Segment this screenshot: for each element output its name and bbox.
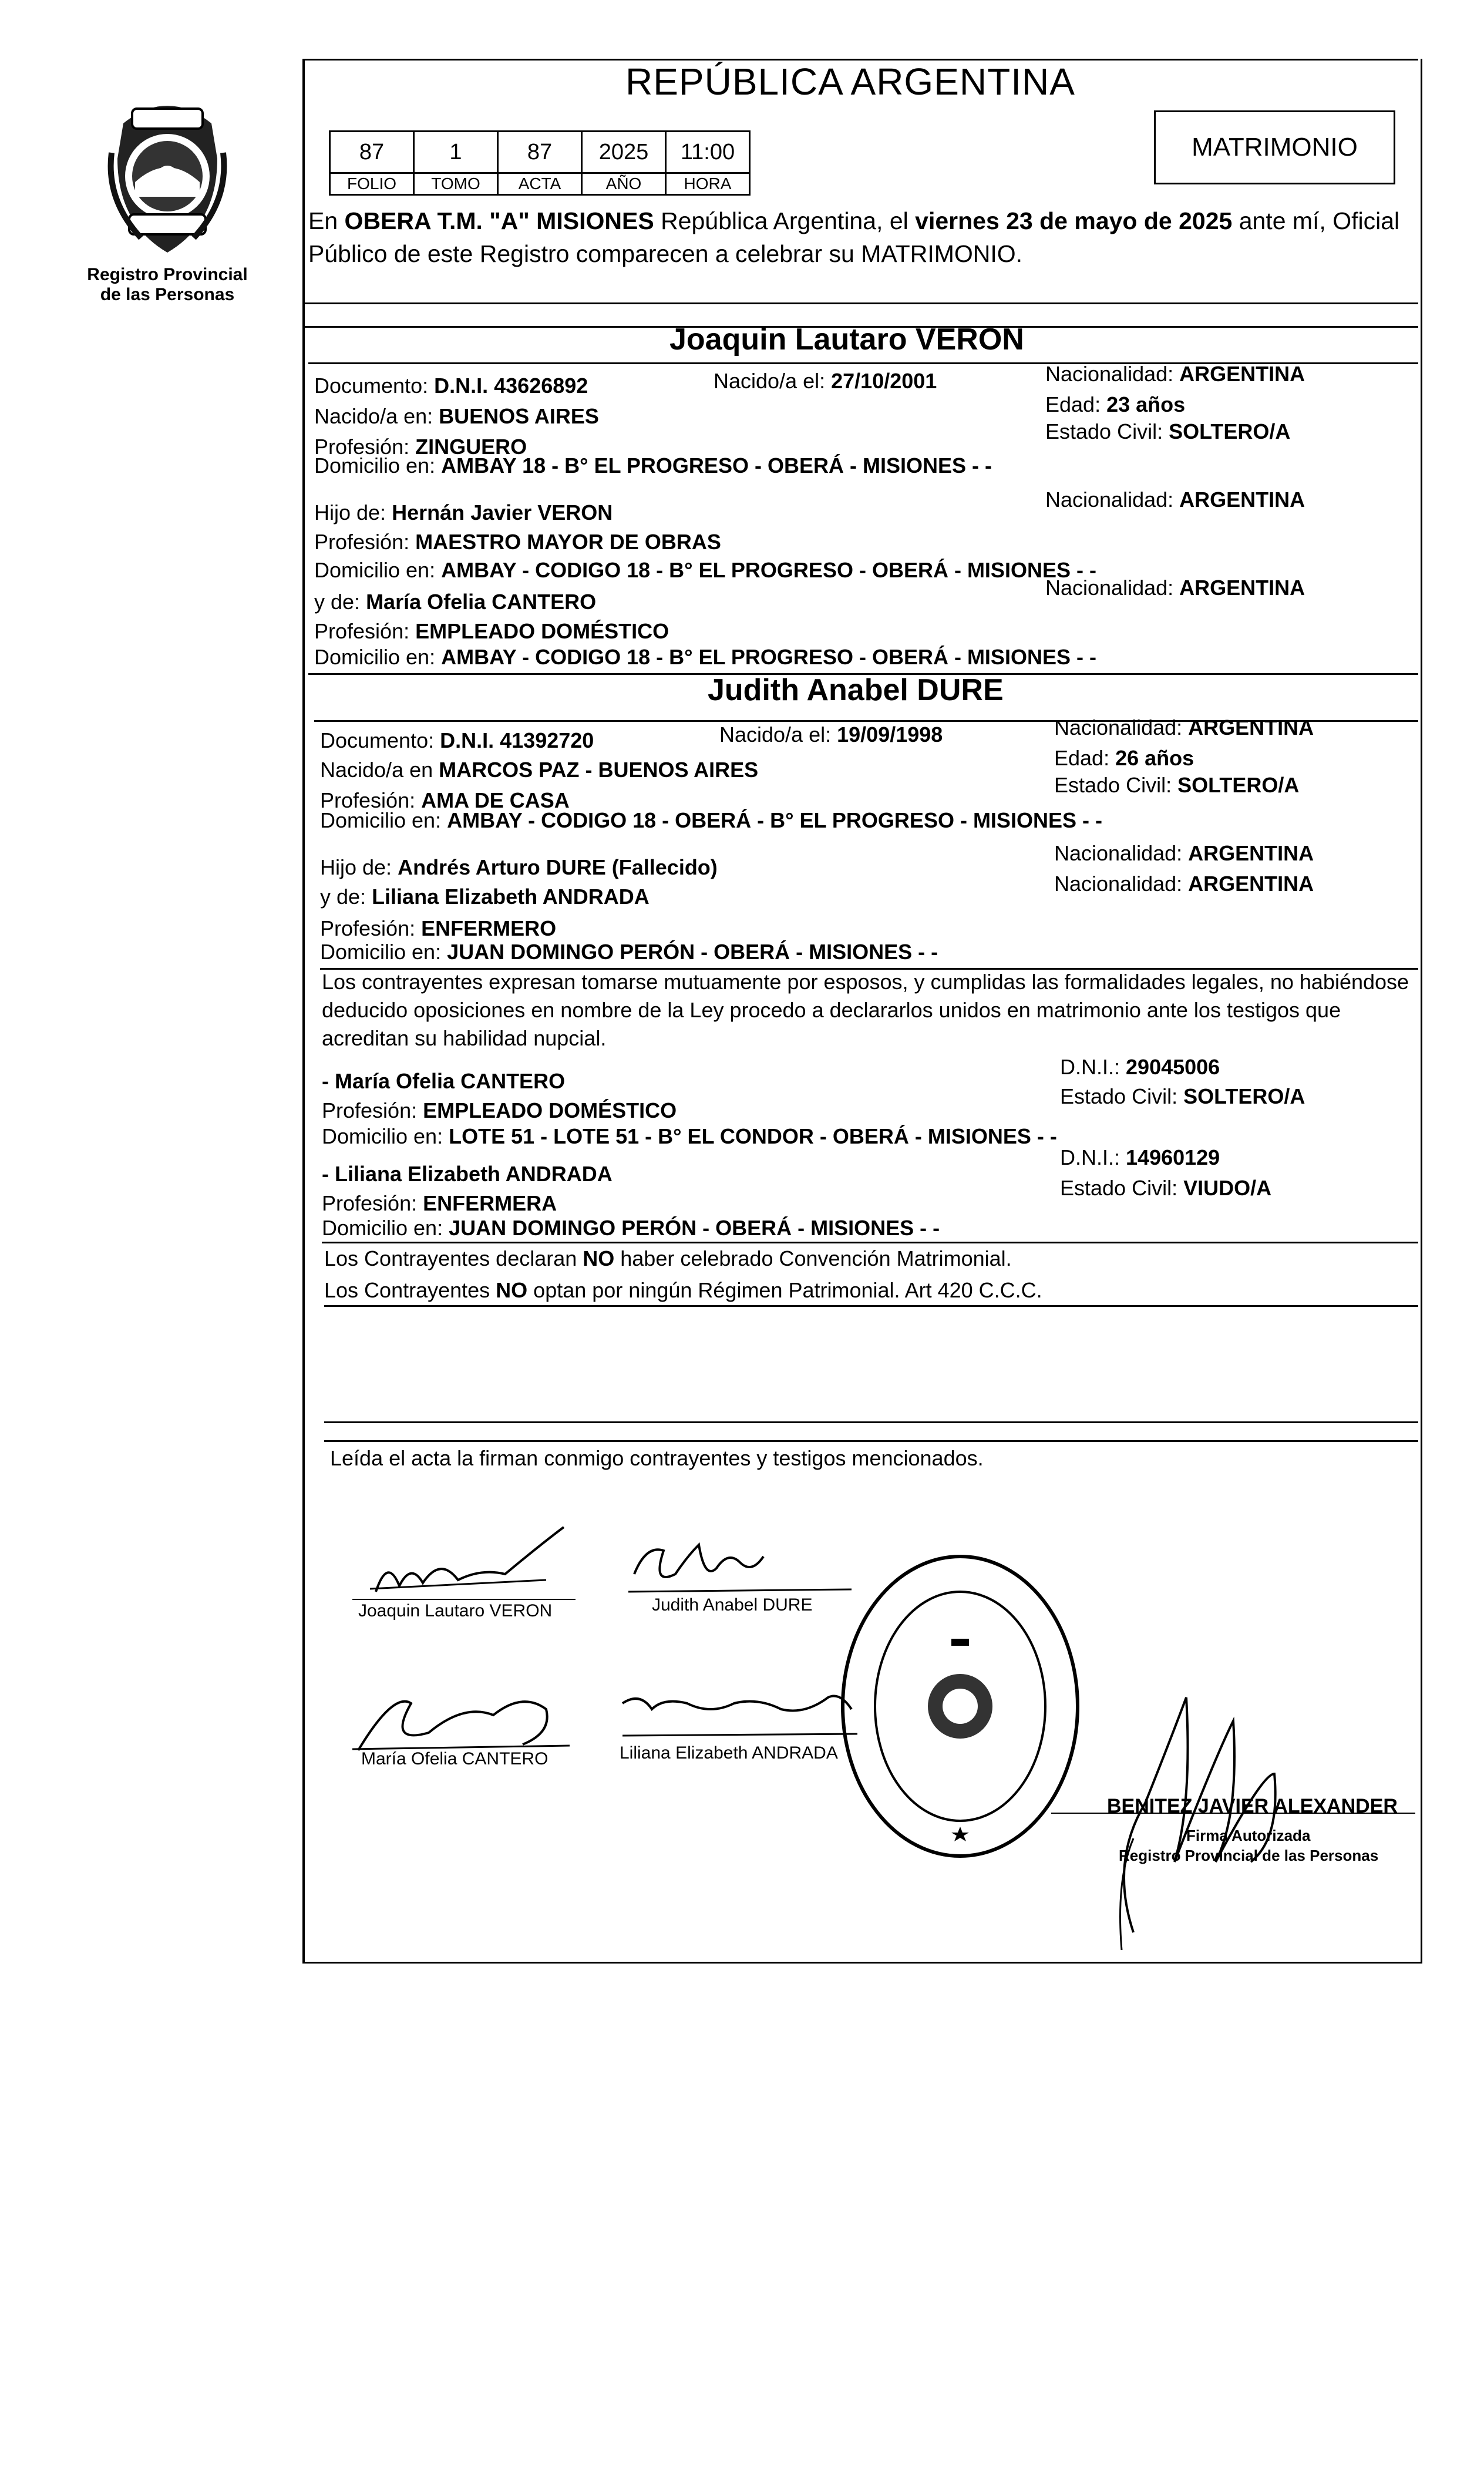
spouse2-name: Judith Anabel DURE — [708, 673, 1004, 707]
acta-value: 87 — [498, 132, 582, 173]
record-type-box: MATRIMONIO — [1154, 110, 1395, 184]
signature-maria-icon — [346, 1680, 576, 1756]
witness2-profession: Profesión: ENFERMERA — [322, 1191, 557, 1215]
closing-text: Leída el acta la firman conmigo contrayentes y testigos mencionados. — [330, 1446, 984, 1470]
spouse2-nationality: Nacionalidad: ARGENTINA — [1054, 715, 1314, 739]
spouse1-address: Domicilio en: AMBAY 18 - B° EL PROGRESO - OBERÁ - MISIONES - - — [314, 453, 992, 478]
convention-line-1: Los Contrayentes declaran NO haber celebrado Convención Matrimonial. — [324, 1246, 1012, 1270]
spouse1-civil-status: Estado Civil: SOLTERO/A — [1045, 419, 1291, 443]
officer-role: Firma Autorizada — [1186, 1827, 1311, 1844]
spouse1-profession: Profesión: ZINGUERO — [314, 435, 527, 459]
tomo-value: 1 — [414, 132, 498, 173]
spouse2-document: Documento: D.N.I. 41392720 — [320, 728, 594, 752]
signature-judith-icon — [622, 1533, 857, 1598]
signature-joaquin-icon — [352, 1521, 576, 1609]
witness1-address: Domicilio en: LOTE 51 - LOTE 51 - B° EL CONDOR - OBERÁ - MISIONES - - — [322, 1124, 1057, 1148]
spouse2-mother-address: Domicilio en: JUAN DOMINGO PERÓN - OBERÁ - MISIONES - - — [320, 940, 938, 964]
spouse1-document: Documento: D.N.I. 43626892 — [314, 374, 588, 398]
spouse2-mother-nationality: Nacionalidad: ARGENTINA — [1054, 872, 1314, 896]
spouse2-profession: Profesión: AMA DE CASA — [320, 788, 570, 812]
registry-data-table — [329, 130, 751, 196]
spouse2-birthdate: Nacido/a el: 19/09/1998 — [719, 722, 943, 747]
intro-place: OBERA T.M. "A" MISIONES — [344, 207, 654, 234]
official-seal-icon — [837, 1551, 1083, 1862]
folio-value: 87 — [330, 132, 414, 173]
spouse2-civil-status: Estado Civil: SOLTERO/A — [1054, 773, 1300, 797]
witness1-dni: D.N.I.: 29045006 — [1060, 1055, 1220, 1079]
divider — [322, 1242, 1418, 1243]
spouse1-father-nationality: Nacionalidad: ARGENTINA — [1045, 488, 1305, 512]
coat-of-arms-icon — [100, 88, 235, 258]
witness2-address: Domicilio en: JUAN DOMINGO PERÓN - OBERÁ - MISIONES - - — [322, 1216, 940, 1240]
spouse1-father-profession: Profesión: MAESTRO MAYOR DE OBRAS — [314, 530, 721, 554]
witness1-name: - María Ofelia CANTERO — [322, 1069, 566, 1093]
spouse2-address: Domicilio en: AMBAY - CODIGO 18 - OBERÁ - B° EL PROGRESO - MISIONES - - — [320, 808, 1102, 832]
witness1-profession: Profesión: EMPLEADO DOMÉSTICO — [322, 1098, 677, 1122]
tomo-label: TOMO — [414, 173, 498, 195]
officer-name: BENITEZ JAVIER ALEXANDER — [1107, 1795, 1398, 1817]
spouse2-birthplace: Nacido/a en MARCOS PAZ - BUENOS AIRES — [320, 758, 759, 782]
divider — [302, 302, 1418, 304]
spouse1-birthplace: Nacido/a en: BUENOS AIRES — [314, 404, 599, 428]
spouse2-father-nationality: Nacionalidad: ARGENTINA — [1054, 841, 1314, 865]
registry-emblem — [70, 88, 264, 305]
spouse2-mother: y de: Liliana Elizabeth ANDRADA — [320, 885, 650, 909]
convention-line-2: Los Contrayentes NO optan por ningún Régimen Patrimonial. Art 420 C.C.C. — [324, 1278, 1042, 1302]
hora-label: HORA — [666, 173, 750, 195]
witness1-civil-status: Estado Civil: SOLTERO/A — [1060, 1084, 1305, 1108]
spouse1-mother-profession: Profesión: EMPLEADO DOMÉSTICO — [314, 619, 669, 643]
witness2-civil-status: Estado Civil: VIUDO/A — [1060, 1176, 1272, 1200]
intro-date: viernes 23 de mayo de 2025 — [915, 207, 1233, 234]
officer-signature-icon — [1098, 1686, 1345, 1956]
hora-value: 11:00 — [666, 132, 750, 173]
officer-org: Registro Provincial de las Personas — [1119, 1847, 1379, 1864]
spouse1-mother-nationality: Nacionalidad: ARGENTINA — [1045, 576, 1305, 600]
declaration-text: Los contrayentes expresan tomarse mutuamente por esposos, y cumplidas las formalidades legales, no habiéndose deducido oposiciones en nombre de la Ley procedo a declararlos unidos en matrimonio ante los testigos que acreditan su habilidad nupcial. — [322, 970, 1409, 1050]
spouse1-name: Joaquin Lautaro VERON — [669, 322, 1024, 357]
anio-label: AÑO — [582, 173, 666, 195]
divider — [324, 1305, 1418, 1307]
spouse1-father: Hijo de: Hernán Javier VERON — [314, 500, 613, 525]
intro-paragraph: En OBERA T.M. "A" MISIONES República Argentina, el viernes 23 de mayo de 2025 ante mí, Oficial Público de este Registro comparecen a celebrar su MATRIMONIO. — [308, 207, 1400, 267]
witness2-name: - Liliana Elizabeth ANDRADA — [322, 1162, 613, 1186]
spouse2-mother-profession: Profesión: ENFERMERO — [320, 916, 557, 940]
spouse2-age: Edad: 26 años — [1054, 746, 1194, 770]
spouse2-father: Hijo de: Andrés Arturo DURE (Fallecido) — [320, 855, 718, 879]
signature-liliana-icon — [617, 1680, 863, 1744]
spouse1-birthdate: Nacido/a el: 27/10/2001 — [714, 369, 937, 393]
spouse1-father-address: Domicilio en: AMBAY - CODIGO 18 - B° EL PROGRESO - OBERÁ - MISIONES - - — [314, 558, 1096, 582]
anio-value: 2025 — [582, 132, 666, 173]
spouse1-mother-address: Domicilio en: AMBAY - CODIGO 18 - B° EL PROGRESO - OBERÁ - MISIONES - - — [314, 645, 1096, 669]
signature-label-1: Joaquin Lautaro VERON — [358, 1601, 553, 1621]
signature-label-4: Liliana Elizabeth ANDRADA — [620, 1743, 838, 1763]
divider — [324, 1421, 1418, 1423]
acta-label: ACTA — [498, 173, 582, 195]
signature-label-2: Judith Anabel DURE — [652, 1595, 813, 1615]
signature-line — [352, 1599, 576, 1600]
signature-label-3: María Ofelia CANTERO — [361, 1749, 548, 1769]
spouse1-age: Edad: 23 años — [1045, 392, 1186, 416]
folio-label: FOLIO — [330, 173, 414, 195]
divider — [324, 1440, 1418, 1442]
spouse1-mother: y de: María Ofelia CANTERO — [314, 590, 597, 614]
emblem-caption: Registro Provincial de las Personas — [87, 265, 248, 304]
witness2-dni: D.N.I.: 14960129 — [1060, 1145, 1220, 1169]
page-title: REPÚBLICA ARGENTINA — [625, 60, 1075, 103]
spouse1-nationality: Nacionalidad: ARGENTINA — [1045, 362, 1305, 386]
